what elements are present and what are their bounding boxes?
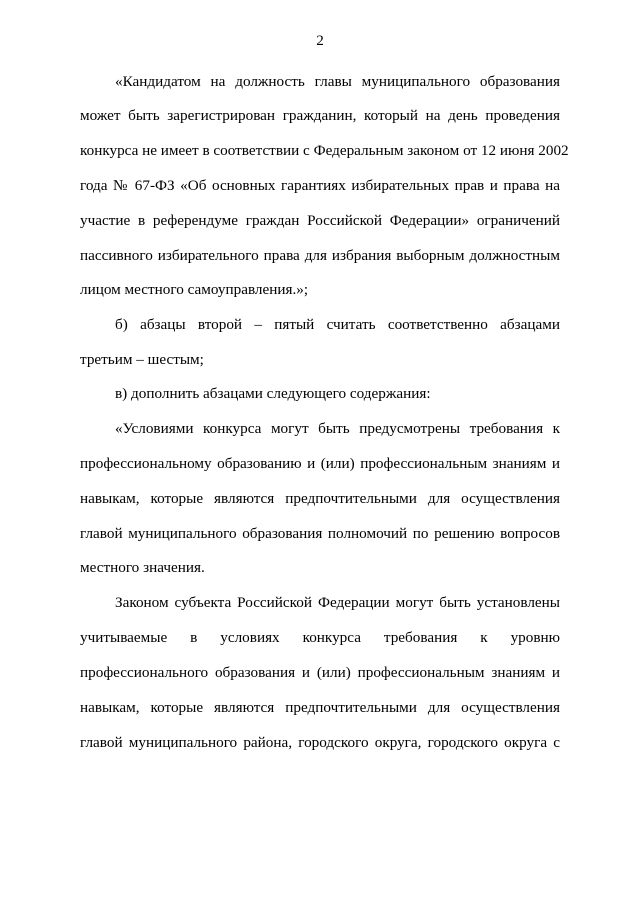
text-line: профессиональному образованию и (или) профессиональным знаниям и <box>80 455 560 472</box>
page-number: 2 <box>316 32 324 49</box>
text-line: может быть зарегистрирован гражданин, который на день проведения <box>80 107 560 124</box>
text-line: главой муниципального образования полномочий по решению вопросов <box>80 525 560 542</box>
text-line: пассивного избирательного права для избрания выборным должностным <box>80 247 560 264</box>
text-line: профессионального образования и (или) профессиональным знаниям и <box>80 664 560 681</box>
text-line: навыкам, которые являются предпочтительными для осуществления <box>80 699 560 716</box>
text-line: конкурса не имеет в соответствии с Федеральным законом от 12 июня 2002 <box>80 142 569 159</box>
text-line: Законом субъекта Российской Федерации могут быть установлены <box>115 594 560 611</box>
text-line: «Условиями конкурса могут быть предусмотрены требования к <box>115 420 560 437</box>
text-line: б) абзацы второй – пятый считать соответственно абзацами <box>115 316 560 333</box>
text-line: учитываемые в условиях конкурса требования к уровню <box>80 629 560 646</box>
text-line: «Кандидатом на должность главы муниципального образования <box>115 73 560 90</box>
text-line: третьим – шестым; <box>80 351 204 368</box>
text-line: местного значения. <box>80 559 205 576</box>
text-line: навыкам, которые являются предпочтительными для осуществления <box>80 490 560 507</box>
text-line: лицом местного самоуправления.»; <box>80 281 309 298</box>
text-line: года № 67-ФЗ «Об основных гарантиях избирательных прав и права на <box>80 177 560 194</box>
text-line: участие в референдуме граждан Российской Федерации» ограничений <box>80 212 560 229</box>
text-line: главой муниципального района, городского округа, городского округа с <box>80 734 560 751</box>
text-line: в) дополнить абзацами следующего содержания: <box>115 385 431 402</box>
